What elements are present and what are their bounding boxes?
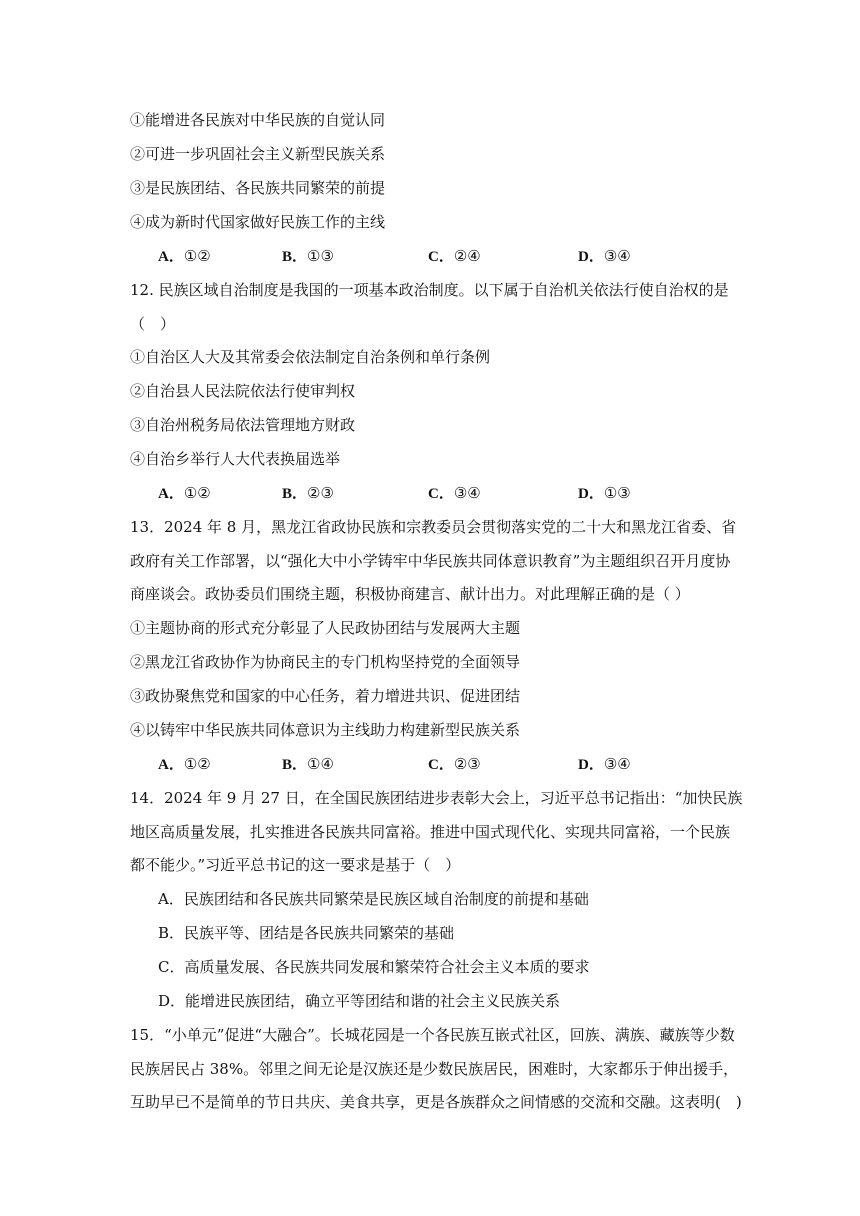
q12-option-c[interactable]: C．③④ bbox=[428, 484, 481, 502]
q12-stem-line-1: 12. 民族区域自治制度是我国的一项基本政治制度。以下属于自治机关依法行使自治权的是 bbox=[130, 281, 729, 299]
q12-item-3: ③自治州税务局依法管理地方财政 bbox=[130, 416, 356, 434]
q13-item-1: ①主题协商的形式充分彰显了人民政协团结与发展两大主题 bbox=[130, 619, 521, 637]
q13-option-d[interactable]: D．③④ bbox=[578, 755, 631, 773]
q11-item-3: ③是民族团结、各民族共同繁荣的前提 bbox=[130, 179, 386, 197]
q14-stem-line-2: 地区高质量发展，扎实推进各民族共同富裕。推进中国式现代化、实现共同富裕，一个民族 bbox=[130, 823, 731, 841]
q15-stem-line-1: 15．“小单元”促进“大融合”。长城花园是一个各民族互嵌式社区，回族、满族、藏族等少数 bbox=[130, 1026, 735, 1044]
q13-stem-line-1: 13．2024 年 8 月，黑龙江省政协民族和宗教委员会贯彻落实党的二十大和黑龙江省委、省 bbox=[130, 518, 737, 536]
q12-option-a[interactable]: A．①② bbox=[158, 484, 211, 502]
q13-stem-line-2: 政府有关工作部署，以“强化大中小学铸牢中华民族共同体意识教育”为主题组织召开月度协 bbox=[130, 552, 731, 570]
q14-choice-b[interactable]: B．民族平等、团结是各民族共同繁荣的基础 bbox=[158, 924, 455, 942]
q11-option-d[interactable]: D．③④ bbox=[578, 247, 631, 265]
q11-item-4: ④成为新时代国家做好民族工作的主线 bbox=[130, 213, 386, 231]
q12-option-b[interactable]: B．②③ bbox=[282, 484, 334, 502]
q12-item-4: ④自治乡举行人大代表换届选举 bbox=[130, 450, 341, 468]
q14-choice-c[interactable]: C．高质量发展、各民族共同发展和繁荣符合社会主义本质的要求 bbox=[158, 958, 590, 976]
q13-item-3: ③政协聚焦党和国家的中心任务，着力增进共识、促进团结 bbox=[130, 687, 521, 705]
q12-item-2: ②自治县人民法院依法行使审判权 bbox=[130, 382, 356, 400]
q11-option-c[interactable]: C．②④ bbox=[428, 247, 481, 265]
q11-option-a[interactable]: A．①② bbox=[158, 247, 211, 265]
q15-stem-line-2: 民族居民占 38%。邻里之间无论是汉族还是少数民族居民，困难时，大家都乐于伸出援手， bbox=[130, 1060, 739, 1078]
q11-item-2: ②可进一步巩固社会主义新型民族关系 bbox=[130, 145, 386, 163]
q11-item-1: ①能增进各民族对中华民族的自觉认同 bbox=[130, 111, 386, 129]
q13-option-a[interactable]: A．①② bbox=[158, 755, 211, 773]
q11-option-b[interactable]: B．①③ bbox=[282, 247, 334, 265]
q15-stem-line-3: 互助早已不是简单的节日共庆、美食共享，更是各族群众之间情感的交流和交融。这表明( ) bbox=[130, 1093, 742, 1111]
q14-choice-d[interactable]: D．能增进民族团结，确立平等团结和谐的社会主义民族关系 bbox=[158, 992, 561, 1010]
q13-option-b[interactable]: B．①④ bbox=[282, 755, 334, 773]
q12-option-d[interactable]: D．①③ bbox=[578, 484, 631, 502]
q14-stem-line-3: 都不能少。”习近平总书记的这一要求是基于（ ） bbox=[130, 856, 461, 874]
q13-option-c[interactable]: C．②③ bbox=[428, 755, 481, 773]
q13-stem-line-3: 商座谈会。政协委员们围绕主题，积极协商建言、献计出力。对此理解正确的是（ ） bbox=[130, 585, 690, 603]
q14-choice-a[interactable]: A．民族团结和各民族共同繁荣是民族区域自治制度的前提和基础 bbox=[158, 890, 589, 908]
q13-item-2: ②黑龙江省政协作为协商民主的专门机构坚持党的全面领导 bbox=[130, 653, 521, 671]
q14-stem-line-1: 14．2024 年 9 月 27 日，在全国民族团结进步表彰大会上，习近平总书记指出：“加快民族 bbox=[130, 789, 743, 807]
q12-item-1: ①自治区人大及其常委会依法制定自治条例和单行条例 bbox=[130, 348, 491, 366]
q12-stem-line-2: （ ） bbox=[130, 315, 176, 333]
q13-item-4: ④以铸牢中华民族共同体意识为主线助力构建新型民族关系 bbox=[130, 721, 521, 739]
